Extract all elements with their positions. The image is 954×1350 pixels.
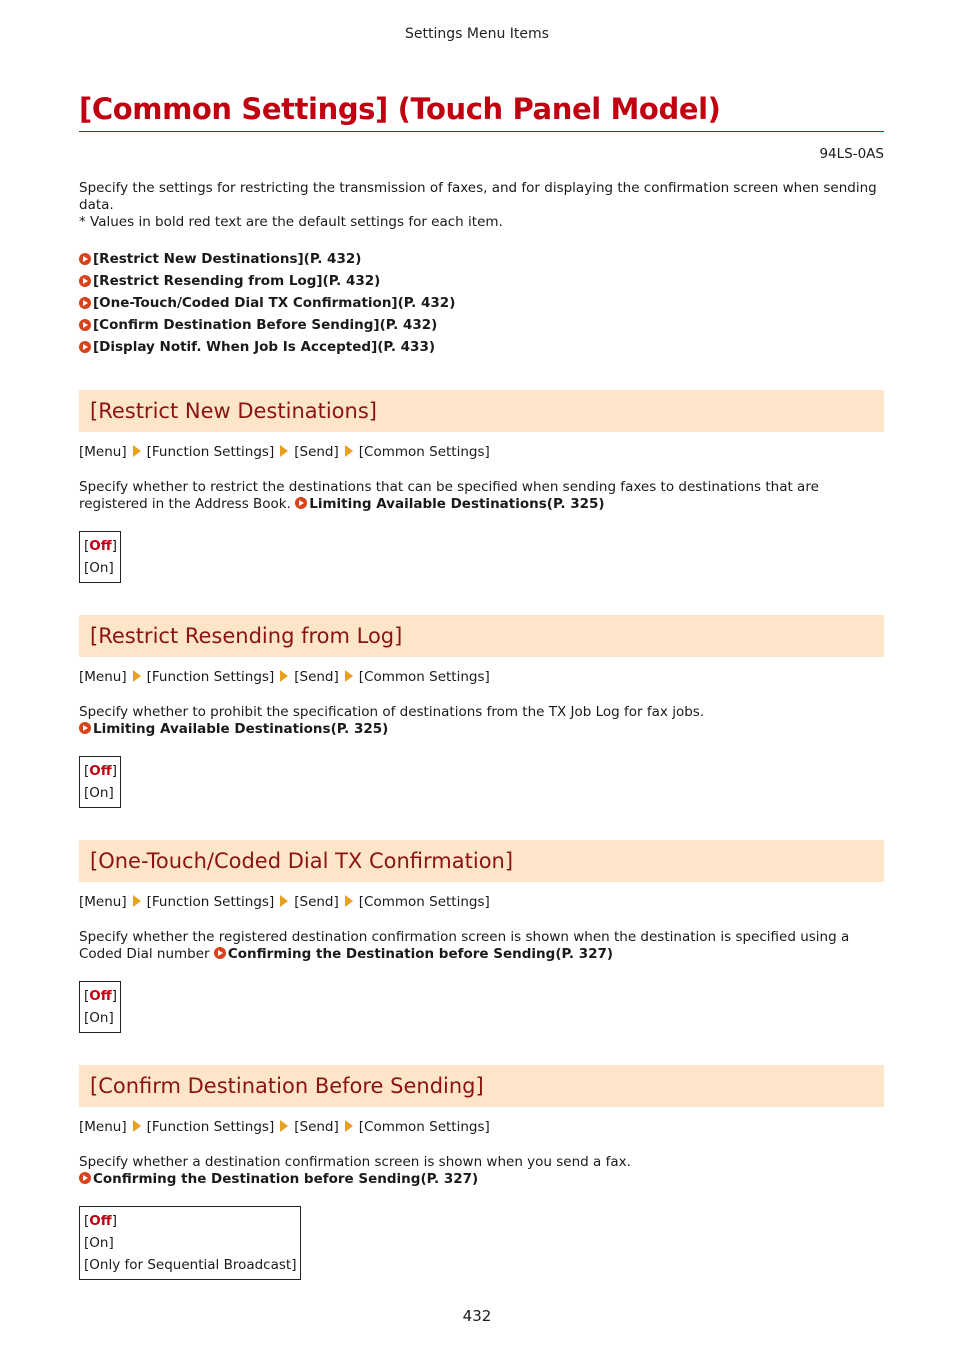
- reference-link-label[interactable]: Confirming the Destination before Sending(P. 327): [227, 946, 614, 962]
- menu-path: [79, 894, 884, 911]
- description-text: Specify whether a destination confirmation screen is shown when you send a fax.: [79, 1154, 631, 1170]
- menu-path: [79, 669, 884, 686]
- document-id: 94LS-0AS: [819, 146, 884, 162]
- default-value: Off: [89, 1213, 112, 1229]
- path-step: [Menu]: [79, 669, 127, 685]
- toc-item[interactable]: [79, 339, 455, 361]
- reference-link[interactable]: [79, 721, 388, 737]
- bracket: [: [84, 560, 90, 576]
- toc-link-one-touch-confirmation[interactable]: [One-Touch/Coded Dial TX Confirmation](P. 432): [93, 295, 456, 311]
- circle-arrow-icon: [79, 275, 91, 287]
- path-step: [Common Settings]: [358, 1119, 490, 1135]
- option-off: [84, 760, 117, 782]
- bracket: ]: [108, 1235, 114, 1251]
- option-value: On: [89, 785, 109, 801]
- path-step: [Send]: [294, 444, 339, 460]
- section-title: [One-Touch/Coded Dial TX Confirmation]: [79, 840, 884, 882]
- toc-link-confirm-destination[interactable]: [Confirm Destination Before Sending](P. 432): [93, 317, 438, 333]
- description-text: Specify whether to restrict the destinations that can be specified when sending faxes to destinations that are registered in the Address Book.: [79, 479, 819, 512]
- triangle-arrow-icon: [133, 1120, 141, 1132]
- section-title: [Restrict New Destinations]: [79, 390, 884, 432]
- reference-link[interactable]: [79, 1171, 478, 1187]
- circle-arrow-icon: [79, 319, 91, 331]
- reference-link[interactable]: [295, 496, 604, 512]
- triangle-arrow-icon: [280, 670, 288, 682]
- bracket: [: [84, 1235, 90, 1251]
- page-title: [Common Settings] (Touch Panel Model): [79, 92, 884, 132]
- menu-path: [79, 1119, 884, 1136]
- section-restrict-new-destinations: [79, 390, 884, 583]
- path-step: [Function Settings]: [146, 444, 275, 460]
- options-box: [79, 1206, 301, 1280]
- path-step: [Function Settings]: [146, 894, 275, 910]
- page-header: Settings Menu Items: [405, 26, 549, 42]
- bracket: [: [84, 1213, 90, 1229]
- menu-path: [79, 444, 884, 461]
- path-step: [Function Settings]: [146, 1119, 275, 1135]
- option-value: On: [89, 560, 109, 576]
- path-step: [Send]: [294, 894, 339, 910]
- reference-link-label[interactable]: Limiting Available Destinations(P. 325): [309, 496, 605, 512]
- section-restrict-resending-from-log: [79, 615, 884, 808]
- toc-item[interactable]: [79, 273, 455, 295]
- triangle-arrow-icon: [133, 895, 141, 907]
- triangle-arrow-icon: [133, 670, 141, 682]
- circle-arrow-icon: [79, 341, 91, 353]
- section-one-touch-confirmation: [79, 840, 884, 1033]
- section-description: [79, 479, 884, 513]
- option-only-sequential-broadcast: [84, 1254, 297, 1276]
- toc-item[interactable]: [79, 317, 455, 339]
- section-description: [79, 704, 884, 738]
- default-values-note: * Values in bold red text are the default settings for each item.: [79, 214, 503, 230]
- option-on: [84, 1232, 297, 1254]
- page-number: 432: [462, 1307, 492, 1325]
- default-value: Off: [89, 763, 112, 779]
- circle-arrow-icon: [295, 497, 307, 509]
- bracket: ]: [111, 988, 117, 1004]
- bracket: ]: [108, 1010, 114, 1026]
- toc-item[interactable]: [79, 251, 455, 273]
- option-on: [84, 782, 117, 804]
- path-step: [Menu]: [79, 894, 127, 910]
- toc-link-display-notif[interactable]: [Display Notif. When Job Is Accepted](P. 433): [93, 339, 436, 355]
- option-value: Only for Sequential Broadcast: [89, 1257, 292, 1273]
- bracket: [: [84, 785, 90, 801]
- triangle-arrow-icon: [280, 1120, 288, 1132]
- toc-link-restrict-resending-from-log[interactable]: [Restrict Resending from Log](P. 432): [93, 273, 381, 289]
- section-description: [79, 929, 884, 963]
- bracket: ]: [108, 785, 114, 801]
- bracket: ]: [111, 538, 117, 554]
- path-step: [Common Settings]: [358, 669, 490, 685]
- triangle-arrow-icon: [345, 1120, 353, 1132]
- bracket: [: [84, 763, 90, 779]
- section-title: [Confirm Destination Before Sending]: [79, 1065, 884, 1107]
- path-step: [Menu]: [79, 1119, 127, 1135]
- bracket: [: [84, 988, 90, 1004]
- bracket: ]: [108, 560, 114, 576]
- triangle-arrow-icon: [280, 445, 288, 457]
- path-step: [Send]: [294, 1119, 339, 1135]
- section-description: [79, 1154, 884, 1188]
- options-box: [79, 531, 121, 583]
- option-off: [84, 535, 117, 557]
- path-step: [Send]: [294, 669, 339, 685]
- option-off: [84, 985, 117, 1007]
- bracket: [: [84, 1010, 90, 1026]
- intro-paragraph: Specify the settings for restricting the transmission of faxes, and for displaying the confirmation screen when sending data.: [79, 180, 877, 213]
- option-off: [84, 1210, 297, 1232]
- bracket: [: [84, 1257, 90, 1273]
- section-confirm-destination-before-sending: [79, 1065, 884, 1280]
- options-box: [79, 981, 121, 1033]
- triangle-arrow-icon: [345, 895, 353, 907]
- circle-arrow-icon: [79, 253, 91, 265]
- triangle-arrow-icon: [345, 445, 353, 457]
- circle-arrow-icon: [214, 947, 226, 959]
- reference-link-label[interactable]: Limiting Available Destinations(P. 325): [93, 721, 389, 737]
- options-box: [79, 756, 121, 808]
- reference-link[interactable]: [214, 946, 613, 962]
- path-step: [Common Settings]: [358, 894, 490, 910]
- description-text: Specify whether the registered destination confirmation screen is shown when the destination is specified using a Coded Dial number: [79, 929, 850, 962]
- option-on: [84, 557, 117, 579]
- bracket: ]: [291, 1257, 297, 1273]
- bracket: ]: [111, 1213, 117, 1229]
- circle-arrow-icon: [79, 722, 91, 734]
- bracket: ]: [111, 763, 117, 779]
- default-value: Off: [89, 538, 112, 554]
- default-value: Off: [89, 988, 112, 1004]
- triangle-arrow-icon: [345, 670, 353, 682]
- option-on: [84, 1007, 117, 1029]
- option-value: On: [89, 1235, 109, 1251]
- path-step: [Function Settings]: [146, 669, 275, 685]
- reference-link-label[interactable]: Confirming the Destination before Sending(P. 327): [93, 1171, 479, 1187]
- circle-arrow-icon: [79, 1172, 91, 1184]
- table-of-contents: [79, 251, 455, 361]
- toc-link-restrict-new-destinations[interactable]: [Restrict New Destinations](P. 432): [93, 251, 362, 267]
- triangle-arrow-icon: [280, 895, 288, 907]
- section-title: [Restrict Resending from Log]: [79, 615, 884, 657]
- circle-arrow-icon: [79, 297, 91, 309]
- bracket: [: [84, 538, 90, 554]
- triangle-arrow-icon: [133, 445, 141, 457]
- toc-item[interactable]: [79, 295, 455, 317]
- path-step: [Common Settings]: [358, 444, 490, 460]
- description-text: Specify whether to prohibit the specification of destinations from the TX Job Log for fax jobs.: [79, 704, 705, 720]
- intro-text: [79, 180, 884, 231]
- option-value: On: [89, 1010, 109, 1026]
- path-step: [Menu]: [79, 444, 127, 460]
